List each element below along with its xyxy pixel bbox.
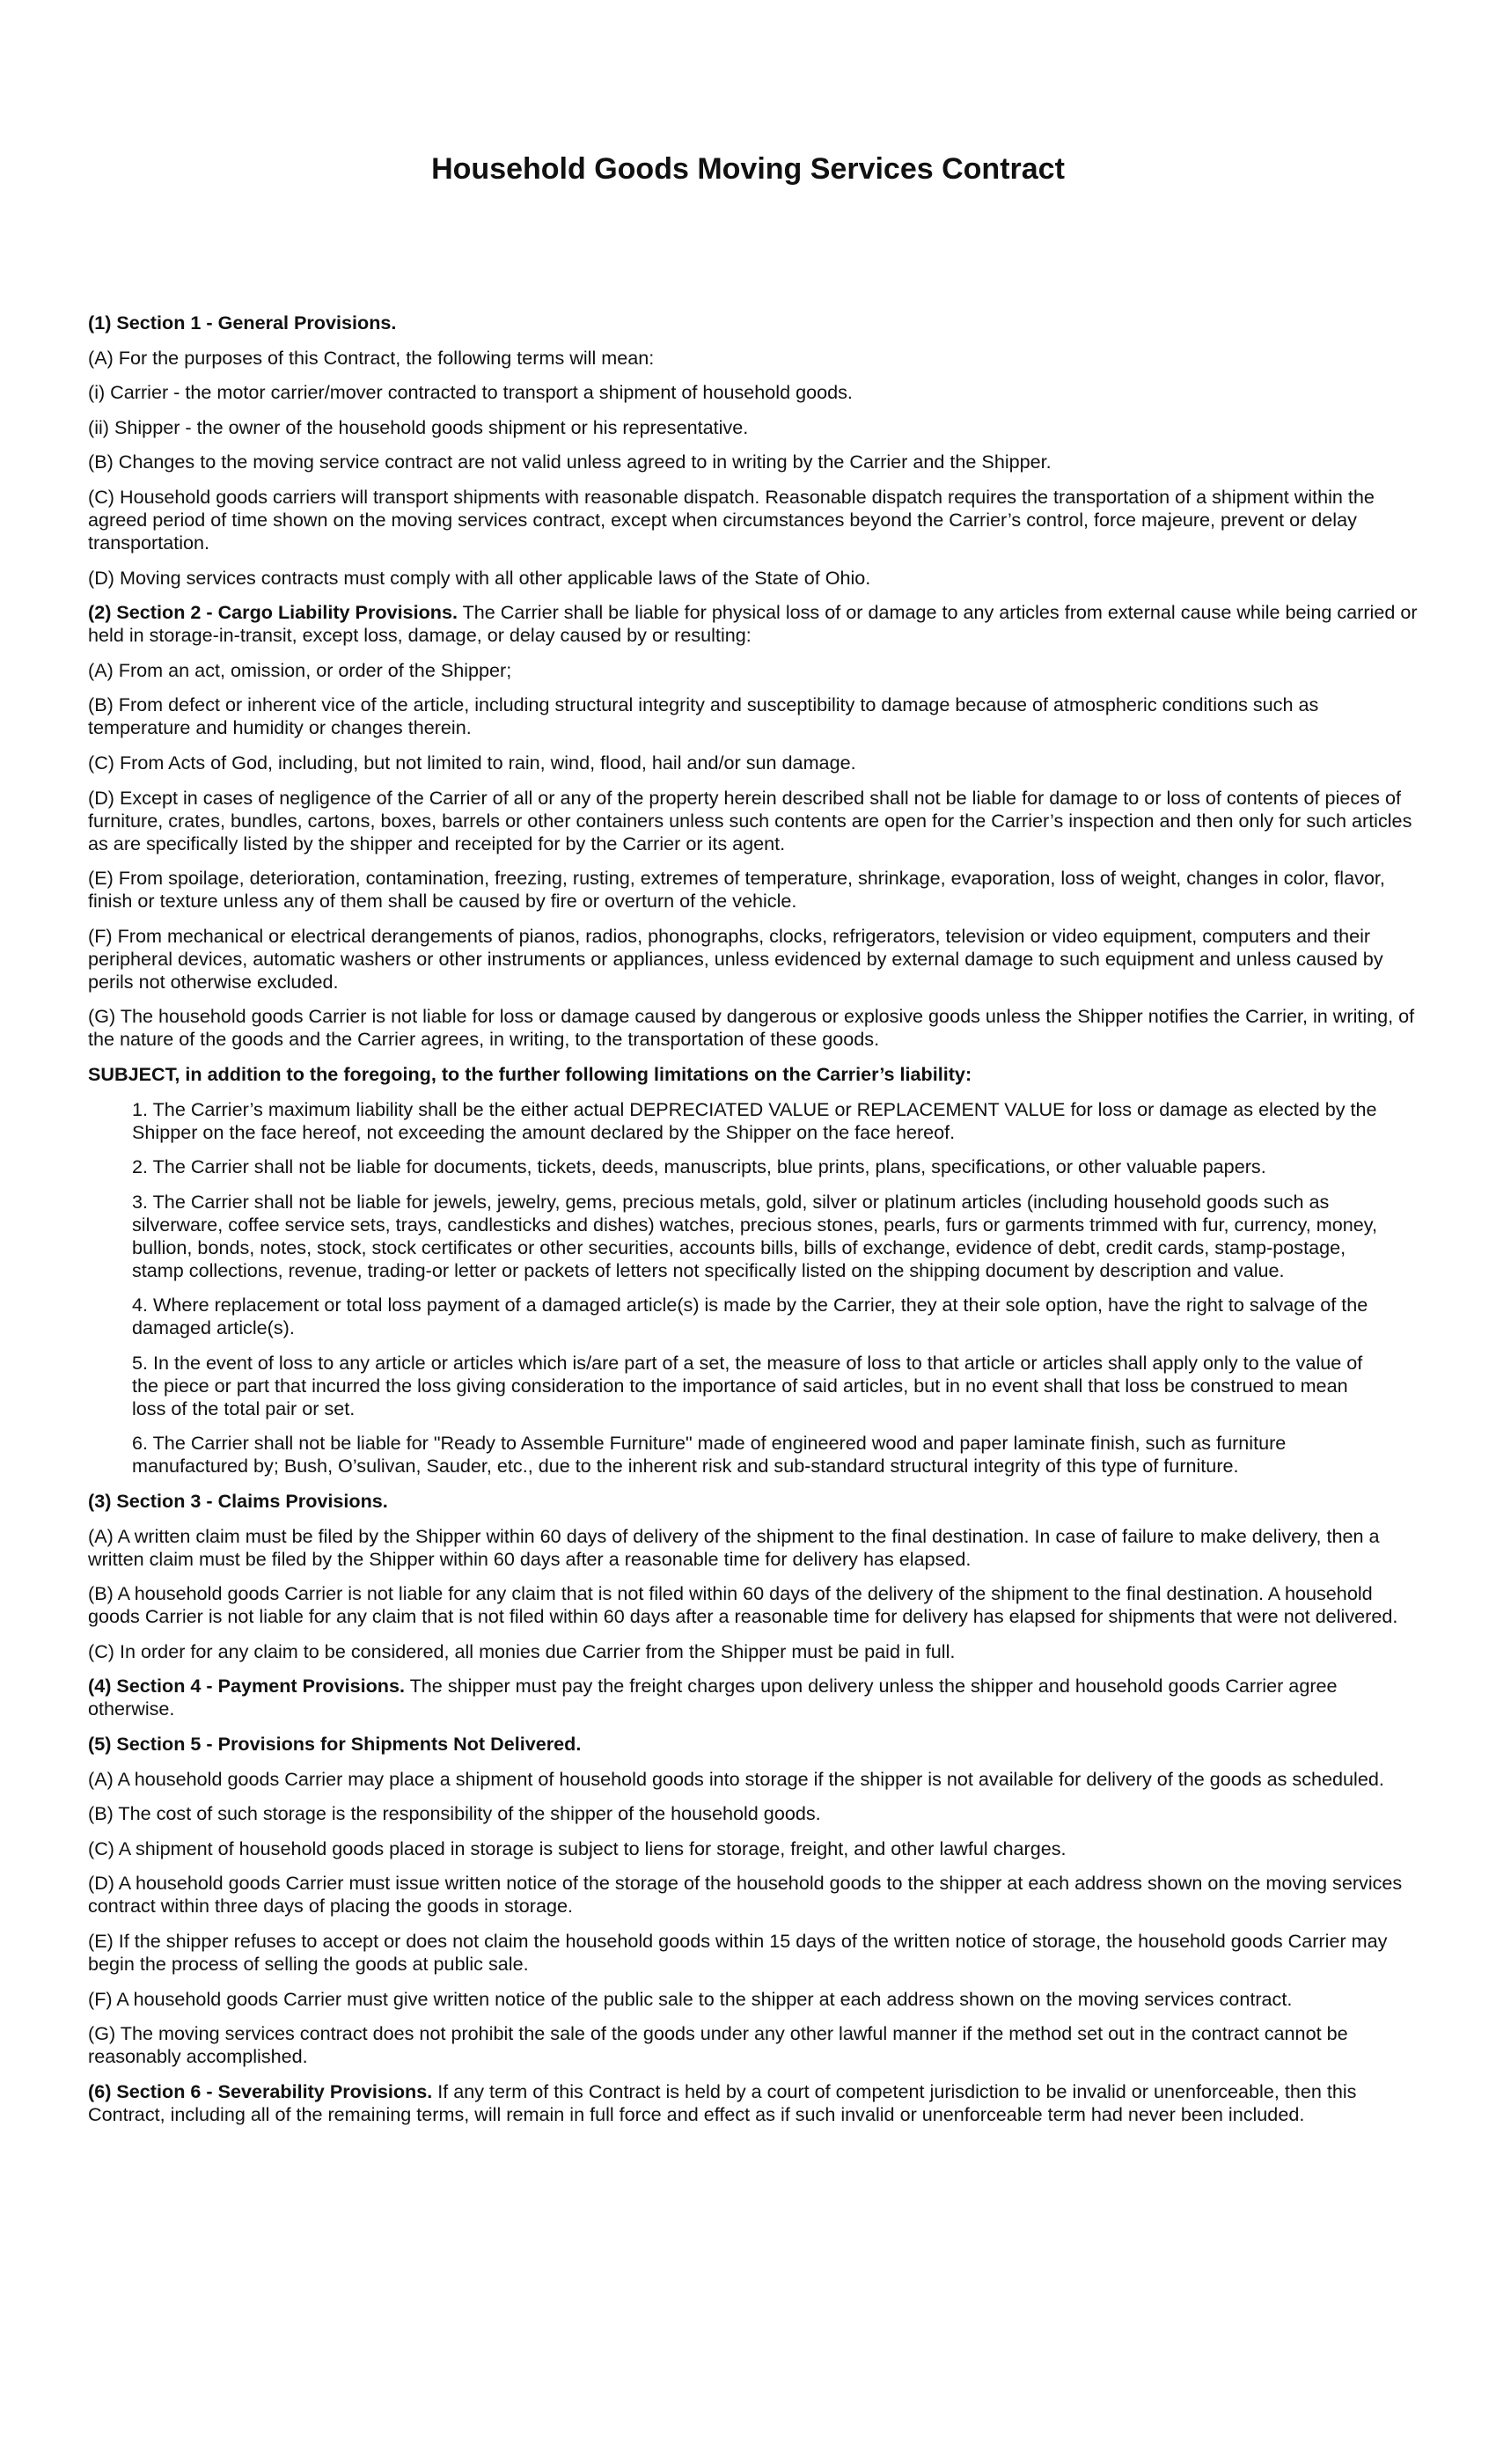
section-4-paragraph bbox=[88, 1675, 1421, 1720]
section-2-para-g: (G) The household goods Carrier is not liable for loss or damage caused by dangerous or explosive goods unless the Shipper notifies the Carrier, in writing, of the nature of the goods and the Carrier agrees, in writing, to the transportation of these goods. bbox=[88, 1005, 1415, 1051]
section-3-para-b: (B) A household goods Carrier is not liable for any claim that is not filed within 60 days of the delivery of the shipment to the final destination. A household goods Carrier is not liable for any claim that is not filed within 60 days after a reasonable time for delivery has elapsed for shipments that were not delivered. bbox=[88, 1582, 1398, 1628]
limitation-item-3: 3. The Carrier shall not be liable for jewels, jewelry, gems, precious metals, gold, silver or platinum articles (including household goods such as silverware, coffee service sets, trays, candlesticks and dishes) watches, precious stones, pearls, furs or garments trimmed with fur, currency, money, bullion, bonds, notes, stock, stock certificates or other securities, accounts bills, bills of exchange, evidence of debt, credit cards, stamp-postage, stamp collections, revenue, trading-or letter or packets of letters not specifically listed on the shipping document by description and value. bbox=[132, 1190, 1377, 1281]
section-4-heading: (4) Section 4 - Payment Provisions. bbox=[88, 1675, 405, 1698]
section-6-heading: (6) Section 6 - Severability Provisions. bbox=[88, 2079, 433, 2102]
section-1-para-c: (C) Household goods carriers will transport shipments with reasonable dispatch. Reasonable dispatch requires the transportation of a shipment within the agreed period of time shown on the moving services contract, except when circumstances beyond the Carrier’s control, force majeure, prevent or delay transportation. bbox=[88, 485, 1375, 554]
section-1-para-b: (B) Changes to the moving service contract are not valid unless agreed to in writing by the Carrier and the Shipper. bbox=[88, 451, 1052, 473]
section-5-para-e: (E) If the shipper refuses to accept or does not claim the household goods within 15 days of the written notice of storage, the household goods Carrier may begin the process of selling the goods at public sale. bbox=[88, 1930, 1388, 1975]
limitation-item-1: 1. The Carrier’s maximum liability shall be the either actual DEPRECIATED VALUE or REPLACEMENT VALUE for loss or damage as elected by the Shipper on the face hereof, not exceeding the amount declared by the Shipper on the face hereof. bbox=[132, 1097, 1377, 1143]
section-2-intro bbox=[88, 601, 1421, 647]
section-5-para-d: (D) A household goods Carrier must issue written notice of the storage of the household goods to the shipper at each address shown on the moving services contract within three days of placing the goods in storage. bbox=[88, 1872, 1403, 1918]
section-2-para-f: (F) From mechanical or electrical derangements of pianos, radios, phonographs, clocks, refrigerators, television or video equipment, computers and their peripheral devices, automatic washers or other instruments or appliances, unless evidenced by external damage to such equipment and unless caused by perils not otherwise excluded. bbox=[88, 924, 1383, 993]
section-2-heading: (2) Section 2 - Cargo Liability Provisions. bbox=[88, 601, 458, 624]
limitation-item-5: 5. In the event of loss to any article or articles which is/are part of a set, the measure of loss to that article or articles shall apply only to the value of the piece or part that incurred the loss giving consideration to the importance of said articles, but in no event shall that loss be construed to mean loss of the total pair or set. bbox=[132, 1351, 1363, 1419]
section-2-para-a: (A) From an act, omission, or order of the Shipper; bbox=[88, 658, 512, 681]
section-1-para-d: (D) Moving services contracts must comply with all other applicable laws of the State of Ohio. bbox=[88, 566, 871, 589]
section-3-para-a: (A) A written claim must be filed by the Shipper within 60 days of delivery of the shipment to the final destination. In case of failure to make delivery, then a written claim must be filed by the Shipper within 60 days after a reasonable time for delivery has elapsed. bbox=[88, 1524, 1380, 1570]
limitation-item-2: 2. The Carrier shall not be liable for documents, tickets, deeds, manuscripts, blue prints, plans, specifications, or other valuable papers. bbox=[132, 1155, 1266, 1178]
section-5-para-a: (A) A household goods Carrier may place a shipment of household goods into storage if the shipper is not available for delivery of the goods as scheduled. bbox=[88, 1767, 1384, 1790]
section-6-paragraph bbox=[88, 2080, 1421, 2126]
section-2-para-c: (C) From Acts of God, including, but not limited to rain, wind, flood, hail and/or sun damage. bbox=[88, 751, 856, 774]
contract-body bbox=[88, 312, 1421, 2138]
section-5-heading: (5) Section 5 - Provisions for Shipments Not Delivered. bbox=[88, 1733, 582, 1756]
section-2-para-b: (B) From defect or inherent vice of the article, including structural integrity and susceptibility to damage because of atmospheric conditions such as temperature and humidity or changes therein. bbox=[88, 693, 1319, 739]
section-5-para-c: (C) A shipment of household goods placed in storage is subject to liens for storage, freight, and other lawful charges. bbox=[88, 1837, 1067, 1859]
section-3-heading: (3) Section 3 - Claims Provisions. bbox=[88, 1490, 388, 1513]
section-5-para-f: (F) A household goods Carrier must give written notice of the public sale to the shipper at each address shown on the moving services contract. bbox=[88, 1987, 1293, 2010]
section-2-para-d: (D) Except in cases of negligence of the Carrier of all or any of the property herein described shall not be liable for damage to or loss of contents of pieces of furniture, crates, bundles, cartons, boxes, barrels or other containers unless such contents are open for the Carrier’s inspection and then only for such articles as are specifically listed by the shipper and receipted for by the Carrier or its agent. bbox=[88, 786, 1412, 854]
section-1-heading: (1) Section 1 - General Provisions. bbox=[88, 312, 397, 334]
section-1-para-ii: (ii) Shipper - the owner of the household goods shipment or his representative. bbox=[88, 415, 749, 438]
limitation-item-4: 4. Where replacement or total loss payment of a damaged article(s) is made by the Carrier, they at their sole option, have the right to salvage of the damaged article(s). bbox=[132, 1294, 1368, 1339]
limitation-item-6: 6. The Carrier shall not be liable for "Ready to Assemble Furniture" made of engineered wood and paper laminate finish, such as furniture manufactured by; Bush, O’sulivan, Sauder, etc., due to the inherent risk and sub-standard structural integrity of this type of furniture. bbox=[132, 1432, 1287, 1478]
section-1-para-a: (A) For the purposes of this Contract, the following terms will mean: bbox=[88, 346, 655, 369]
section-1-para-i: (i) Carrier - the motor carrier/mover contracted to transport a shipment of household goods. bbox=[88, 381, 853, 404]
section-3-para-c: (C) In order for any claim to be considered, all monies due Carrier from the Shipper must be paid in full. bbox=[88, 1639, 956, 1662]
section-5-para-g: (G) The moving services contract does not prohibit the sale of the goods under any other lawful manner if the method set out in the contract cannot be reasonably accomplished. bbox=[88, 2022, 1348, 2068]
document-title: Household Goods Moving Services Contract bbox=[431, 152, 1065, 186]
liability-limitations-heading: SUBJECT, in addition to the foregoing, to the further following limitations on the Carrier’s liability: bbox=[88, 1062, 972, 1085]
section-2-intro-text: The Carrier shall be liable for physical loss of or damage to any articles from external cause while being carried or held in storage-in-transit, except loss, damage, or delay caused by or resulting: bbox=[88, 601, 1418, 647]
section-6-text: If any term of this Contract is held by a court of competent jurisdiction to be invalid or unenforceable, then this Contract, including all of the remaining terms, will remain in full force and effect as if such invalid or unenforceable term had never been included. bbox=[88, 2079, 1357, 2125]
section-5-para-b: (B) The cost of such storage is the responsibility of the shipper of the household goods. bbox=[88, 1802, 821, 1825]
section-4-text: The shipper must pay the freight charges upon delivery unless the shipper and household goods Carrier agree otherwise. bbox=[88, 1675, 1338, 1720]
section-2-para-e: (E) From spoilage, deterioration, contamination, freezing, rusting, extremes of temperature, shrinkage, evaporation, loss of weight, changes in color, flavor, finish or texture unless any of them shall be caused by fire or overturn of the vehicle. bbox=[88, 867, 1385, 913]
